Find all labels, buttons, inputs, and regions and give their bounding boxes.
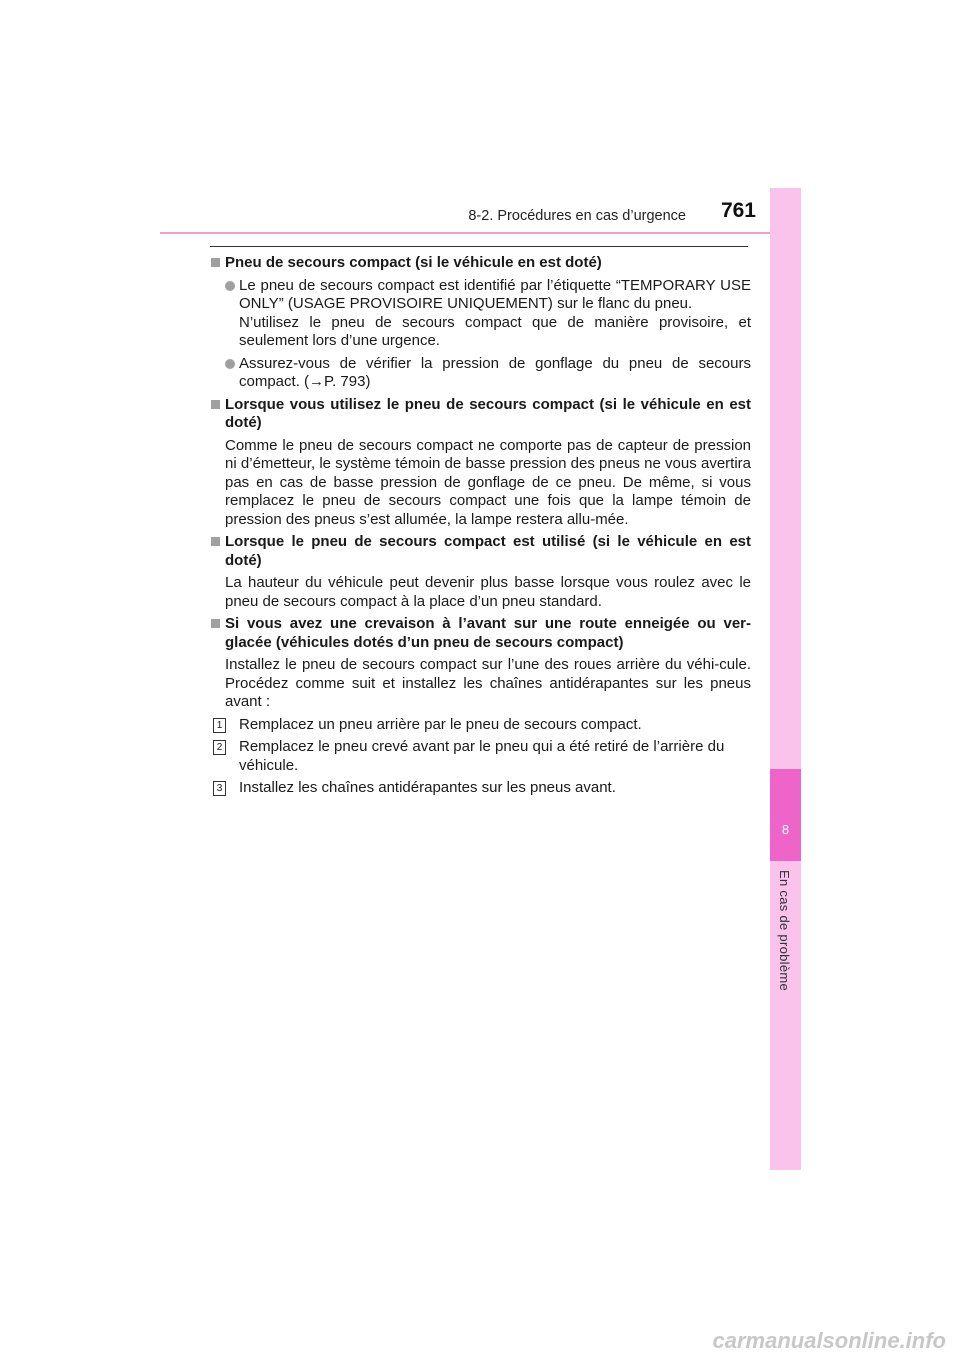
chapter-title: 8-2. Procédures en cas d’urgence: [468, 208, 686, 224]
section-vehicle-height: [211, 533, 751, 611]
content-top-rule: [210, 246, 748, 247]
watermark: carmanualsonline.info: [712, 1328, 946, 1353]
chapter-tab-number: 8: [781, 822, 790, 837]
step-text: Remplacez le pneu crevé avant par le pneu qui a été retiré de l’arrière du véhicule.: [239, 738, 725, 774]
step-item: [211, 716, 751, 735]
round-bullet-icon: [225, 281, 235, 291]
square-bullet-icon: [211, 537, 220, 546]
step-text: Installez les chaînes antidérapantes sur les pneus avant.: [239, 779, 616, 796]
bullet-item: [211, 277, 751, 351]
chapter-side-tab: [770, 188, 801, 1170]
page-header: [0, 0, 960, 240]
section-front-flat-snow: [211, 615, 751, 798]
section-heading: Pneu de secours compact (si le véhicule en est doté): [211, 254, 751, 273]
step-item: [211, 779, 751, 798]
section-heading: Lorsque le pneu de secours compact est utilisé (si le véhicule en est doté): [211, 533, 751, 570]
bullet-text: Assurez-vous de vérifier la pression de gonflage du pneu de secours compact. (→P. 793): [239, 354, 751, 390]
section-paragraph: Comme le pneu de secours compact ne comporte pas de capteur de pression ni d’émetteur, le système témoin de basse pression des pneus ne vous avertira pas en cas de basse pression de gonflage de ce pneu. De même, si vous remplacez le pneu de secours compact une fois que la lampe témoin de pression des pneus s’est allumée, la lampe restera allu-mée.: [225, 436, 751, 528]
header-rule: [160, 232, 800, 234]
page-content: [211, 254, 751, 802]
bullet-text: N’utilisez le pneu de secours compact que de manière provisoire, et seulement lors d’une urgence.: [239, 313, 751, 349]
step-number: 3: [213, 781, 226, 796]
chapter-tab-label: En cas de problème: [777, 870, 792, 992]
square-bullet-icon: [211, 400, 220, 409]
square-bullet-icon: [211, 258, 220, 267]
square-bullet-icon: [211, 619, 220, 628]
step-text: Remplacez un pneu arrière par le pneu de secours compact.: [239, 715, 642, 733]
page-number: 761: [720, 199, 756, 222]
step-item: [211, 738, 751, 775]
section-compact-spare: [211, 254, 751, 392]
section-paragraph: Installez le pneu de secours compact sur l’une des roues arrière du véhi-cule. Procédez comme suit et installez les chaînes antidérapantes sur les pneus avant :: [225, 656, 751, 710]
bullet-item: [211, 355, 751, 392]
step-number: 1: [213, 718, 226, 733]
chapter-side-tab-active: [770, 769, 801, 861]
bullet-text: Le pneu de secours compact est identifié par l’étiquette “TEMPORARY USE ONLY” (USAGE PROVISOIRE UNIQUEMENT) sur le flanc du pneu.: [239, 276, 751, 312]
round-bullet-icon: [225, 359, 235, 369]
section-paragraph: La hauteur du véhicule peut devenir plus basse lorsque vous roulez avec le pneu de secours compact à la place d’un pneu standard.: [225, 574, 751, 610]
section-heading: Lorsque vous utilisez le pneu de secours compact (si le véhicule en est doté): [211, 396, 751, 433]
step-number: 2: [213, 740, 226, 755]
section-using-compact-spare: [211, 396, 751, 530]
section-heading: Si vous avez une crevaison à l’avant sur une route enneigée ou ver-glacée (véhicules dotés d’un pneu de secours compact): [211, 615, 751, 652]
